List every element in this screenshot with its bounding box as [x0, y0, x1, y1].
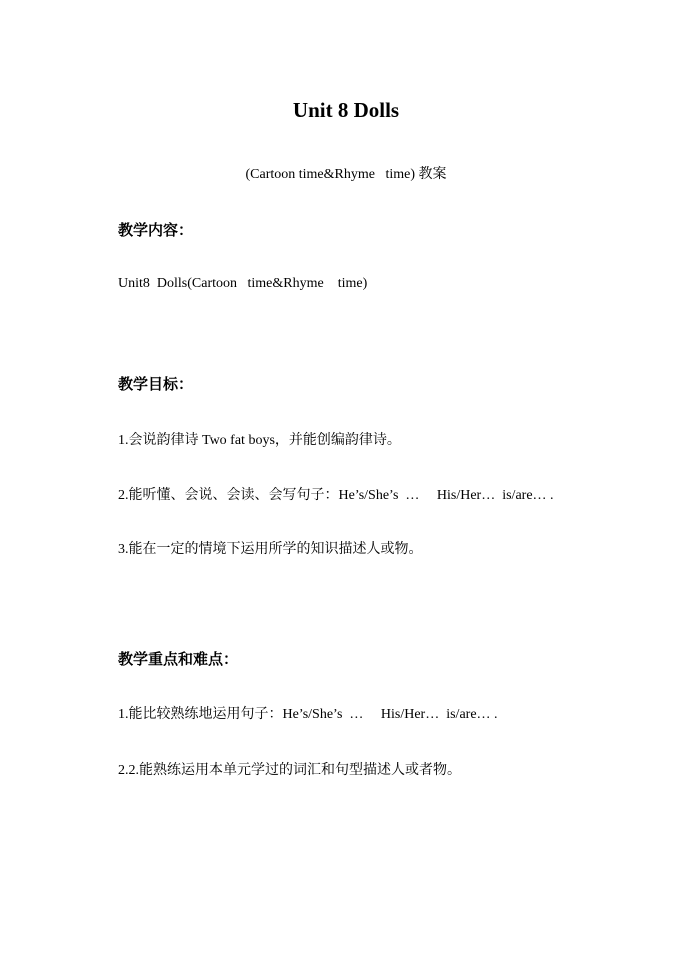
document-title: Unit 8 Dolls — [292, 98, 400, 122]
objective-line-2: 2.能听懂、会说、会读、会写句子：He’s/She’s … His/Her… is/are… . — [118, 488, 554, 503]
section-heading-content: 教学内容： — [118, 223, 194, 239]
key-point-line-2: 2.2.能熟练运用本单元学过的词汇和句型描述人或者物。 — [118, 763, 461, 778]
section-heading-key-points: 教学重点和难点： — [118, 652, 239, 668]
content-line: Unit8 Dolls(Cartoon time&Rhyme time) — [118, 276, 368, 291]
key-point-line-1: 1.能比较熟练地运用句子：He’s/She’s … His/Her… is/are… . — [118, 707, 498, 722]
section-heading-objectives: 教学目标： — [118, 377, 194, 393]
objective-line-3: 3.能在一定的情境下运用所学的知识描述人或物。 — [118, 542, 423, 557]
document-subtitle: (Cartoon time&Rhyme time) 教案 — [245, 167, 447, 182]
objective-line-1: 1.会说韵律诗 Two fat boys，并能创编韵律诗。 — [118, 433, 401, 448]
